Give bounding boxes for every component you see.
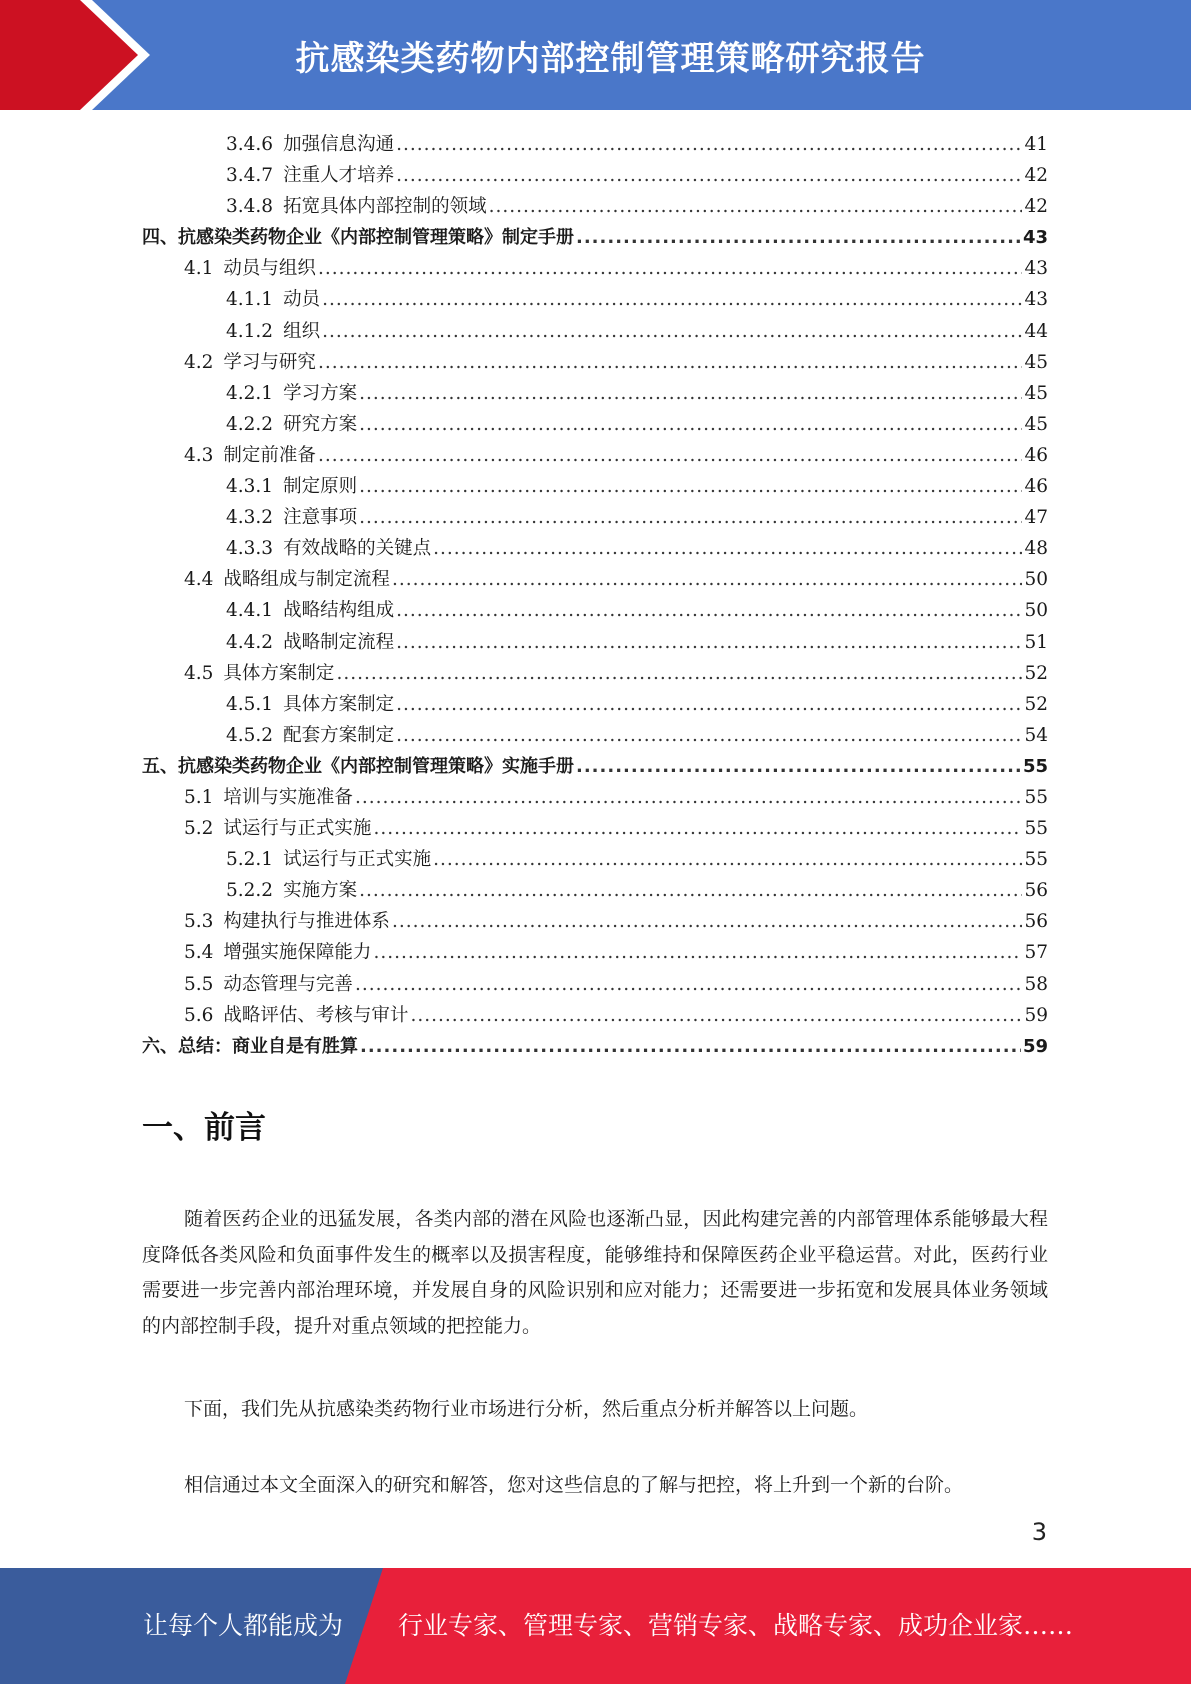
toc-entry-title: 具体方案制定 [223,662,335,684]
toc-dot-leader [373,813,1022,844]
intro-paragraph: 随着医药企业的迅猛发展，各类内部的潜在风险也逐渐凸显，因此构建完善的内部管理体系能够最大程度降低各类风险和负面事件发生的概率以及损害程度，能够维持和保障医药企业平稳运营。对此，医药行业需要进一步完善内部治理环境，并发展自身的风险识别和应对能力；还需要进一步拓宽和发展具体业务领域的内部控制手段，提升对重点领域的把控能力。 [142,1208,1048,1337]
toc-entry[interactable] [142,129,1048,160]
toc-entry-page: 52 [1024,662,1048,684]
toc-entry-title: 构建执行与推进体系 [223,911,390,933]
toc-dot-leader [359,409,1022,440]
toc-entry-title: 动员与组织 [223,258,316,280]
toc-entry-title: 研究方案 [283,413,358,435]
toc-dot-leader [322,284,1022,315]
footer-slogan-right: 行业专家、管理专家、营销专家、战略专家、成功企业家…… [398,1611,1074,1640]
toc-entry-number: 4.3.2 [226,507,274,529]
toc-entry-number: 4.4.2 [226,631,274,653]
toc-entry-title: 试运行与正式实施 [283,849,432,871]
toc-dot-leader [359,378,1022,409]
toc-entry-page: 43 [1024,289,1048,311]
toc-entry-title: 试运行与正式实施 [223,818,372,840]
toc-entry-title: 学习与研究 [223,351,316,373]
toc-dot-leader [318,347,1023,378]
toc-entry-number: 4.1.1 [226,289,274,311]
toc-entry-page: 50 [1024,569,1048,591]
toc-entry-page: 52 [1024,693,1048,715]
toc-dot-leader [318,253,1023,284]
toc-dot-leader [433,533,1022,564]
toc-dot-leader [318,440,1023,471]
toc-entry-title: 加强信息沟通 [283,134,395,155]
toc-dot-leader [373,937,1022,968]
toc-entry-number: 5.2.1 [226,849,274,871]
toc-entry-page: 56 [1024,911,1048,933]
toc-entry-title: 有效战略的关键点 [283,538,432,560]
toc-entry[interactable] [142,969,1048,1000]
toc-entry-page: 45 [1024,382,1048,404]
toc-entry-number: 4.2.1 [226,382,274,404]
toc-entry-number: 5.4 [184,942,214,964]
toc-entry-number: 5.2 [184,818,214,840]
toc-entry-page: 58 [1024,973,1048,995]
toc-entry-number: 5.2.2 [226,880,274,902]
toc-entry[interactable] [142,751,1048,782]
toc-entry-page: 42 [1024,165,1048,187]
toc-dot-leader [576,751,1021,782]
toc-dot-leader [396,627,1022,658]
toc-entry-title: 培训与实施准备 [223,786,353,808]
toc-entry-title: 注重人才培养 [283,165,395,187]
toc-entry[interactable] [142,937,1048,968]
toc-dot-leader [576,222,1021,253]
toc-entry-title: 拓宽具体内部控制的领域 [283,196,487,218]
toc-dot-leader [396,160,1022,191]
toc-dot-leader [396,595,1022,626]
toc-entry-number: 3.4.8 [226,196,274,218]
toc-entry[interactable] [142,564,1048,595]
toc-entry-title: 注意事项 [283,507,358,529]
toc-entry-page: 51 [1024,631,1048,653]
toc-entry[interactable] [142,471,1048,502]
page-number: 3 [1031,1518,1047,1546]
toc-dot-leader [396,689,1022,720]
toc-entry-page: 44 [1024,320,1048,342]
toc-dot-leader [336,658,1022,689]
toc-dot-leader [359,875,1022,906]
toc-entry-number: 5.1 [184,786,214,808]
toc-entry[interactable] [142,347,1048,378]
toc-entry[interactable] [142,378,1048,409]
toc-entry[interactable] [142,875,1048,906]
toc-entry-page: 45 [1024,413,1048,435]
toc-entry-number: 4.2 [184,351,214,373]
intro-paragraph: 下面，我们先从抗感染类药物行业市场进行分析，然后重点分析并解答以上问题。 [184,1398,869,1420]
toc-entry-number: 4.5.2 [226,724,274,746]
toc-entry[interactable] [142,906,1048,937]
toc-entry-title: 制定原则 [283,476,358,498]
toc-entry-number: 4.1 [184,258,214,280]
toc-entry-page: 57 [1024,942,1048,964]
toc-entry-page: 54 [1024,724,1048,746]
toc-entry-number: 4.2.2 [226,413,274,435]
toc-dot-leader [489,191,1023,222]
toc-entry[interactable] [142,844,1048,875]
toc-entry[interactable] [142,253,1048,284]
toc-entry-title: 组织 [283,320,321,342]
toc-entry-number: 5.3 [184,911,214,933]
section-heading: 一、前言 [142,1110,266,1146]
toc-entry-title: 制定前准备 [223,444,316,466]
toc-entry[interactable] [142,502,1048,533]
toc-entry[interactable] [142,658,1048,689]
toc-entry-page: 43 [1022,227,1048,249]
toc-entry-number: 4.1.2 [226,320,274,342]
toc-entry[interactable] [142,782,1048,813]
toc-entry-title: 动态管理与完善 [223,973,353,995]
toc-entry-page: 55 [1024,818,1048,840]
toc-entry-page: 48 [1024,538,1048,560]
toc-entry-page: 46 [1024,444,1048,466]
toc-dot-leader [360,1031,1021,1062]
toc-entry-page: 42 [1024,196,1048,218]
toc-entry[interactable] [142,409,1048,440]
toc-dot-leader [355,969,1023,1000]
toc-dot-leader [410,1000,1022,1031]
toc-entry[interactable] [142,533,1048,564]
toc-entry-title: 动员 [283,289,321,311]
toc-entry-page: 46 [1024,476,1048,498]
toc-entry-number: 5.6 [184,1004,214,1026]
toc-entry-title: 战略结构组成 [283,600,395,622]
toc-entry-page: 56 [1024,880,1048,902]
toc-dot-leader [355,782,1023,813]
toc-entry-title: 四、抗感染类药物企业《内部控制管理策略》制定手册 [142,227,574,249]
toc-entry-title: 战略评估、考核与审计 [223,1004,409,1026]
toc-entry[interactable] [142,720,1048,751]
footer-slogan-left: 让每个人都能成为 [143,1611,344,1640]
toc-entry-title: 六、总结：商业自是有胜算 [142,1035,358,1057]
toc-entry[interactable] [142,222,1048,253]
toc-entry-page: 45 [1024,351,1048,373]
toc-entry[interactable] [142,160,1048,191]
footer-banner [0,1568,1191,1684]
toc-entry-title: 实施方案 [283,880,358,902]
toc-entry-title: 学习方案 [283,382,358,404]
report-title: 抗感染类药物内部控制管理策略研究报告 [295,38,926,79]
table-of-contents [142,129,1048,1062]
toc-entry-number: 3.4.6 [226,134,274,155]
toc-entry-page: 41 [1024,134,1048,155]
toc-entry-number: 4.4 [184,569,214,591]
toc-entry-number: 5.5 [184,973,214,995]
toc-entry-number: 4.3 [184,444,214,466]
toc-dot-leader [359,471,1022,502]
toc-dot-leader [392,564,1023,595]
toc-entry[interactable] [142,1000,1048,1031]
toc-entry[interactable] [142,191,1048,222]
toc-dot-leader [322,316,1022,347]
toc-entry-title: 增强实施保障能力 [223,942,372,964]
toc-entry-number: 4.3.3 [226,538,274,560]
toc-entry-number: 4.3.1 [226,476,274,498]
toc-dot-leader [396,129,1022,160]
header-arrow-icon [0,0,160,110]
toc-entry-page: 50 [1024,600,1048,622]
toc-dot-leader [359,502,1022,533]
toc-entry-number: 4.5.1 [226,693,274,715]
toc-entry[interactable] [142,440,1048,471]
toc-entry-page: 55 [1024,786,1048,808]
toc-entry[interactable] [142,689,1048,720]
toc-entry[interactable] [142,627,1048,658]
toc-entry-page: 47 [1024,507,1048,529]
header-banner [0,0,1191,110]
toc-entry[interactable] [142,316,1048,347]
toc-entry[interactable] [142,813,1048,844]
toc-entry-number: 4.4.1 [226,600,274,622]
toc-entry-page: 43 [1024,258,1048,280]
toc-entry-title: 五、抗感染类药物企业《内部控制管理策略》实施手册 [142,755,574,777]
toc-entry-title: 配套方案制定 [283,724,395,746]
toc-entry-title: 具体方案制定 [283,693,395,715]
toc-dot-leader [433,844,1022,875]
toc-entry-title: 战略制定流程 [283,631,395,653]
toc-entry-page: 59 [1022,1035,1048,1057]
toc-entry-number: 3.4.7 [226,165,274,187]
toc-entry-title: 战略组成与制定流程 [223,569,390,591]
toc-entry-page: 55 [1024,849,1048,871]
toc-entry[interactable] [142,595,1048,626]
toc-entry-number: 4.5 [184,662,214,684]
intro-paragraph: 相信通过本文全面深入的研究和解答，您对这些信息的了解与把控，将上升到一个新的台阶。 [184,1474,964,1496]
toc-dot-leader [392,906,1023,937]
toc-entry-page: 55 [1022,755,1048,777]
toc-entry[interactable] [142,1031,1048,1062]
toc-entry[interactable] [142,284,1048,315]
toc-dot-leader [396,720,1022,751]
toc-entry-page: 59 [1024,1004,1048,1026]
